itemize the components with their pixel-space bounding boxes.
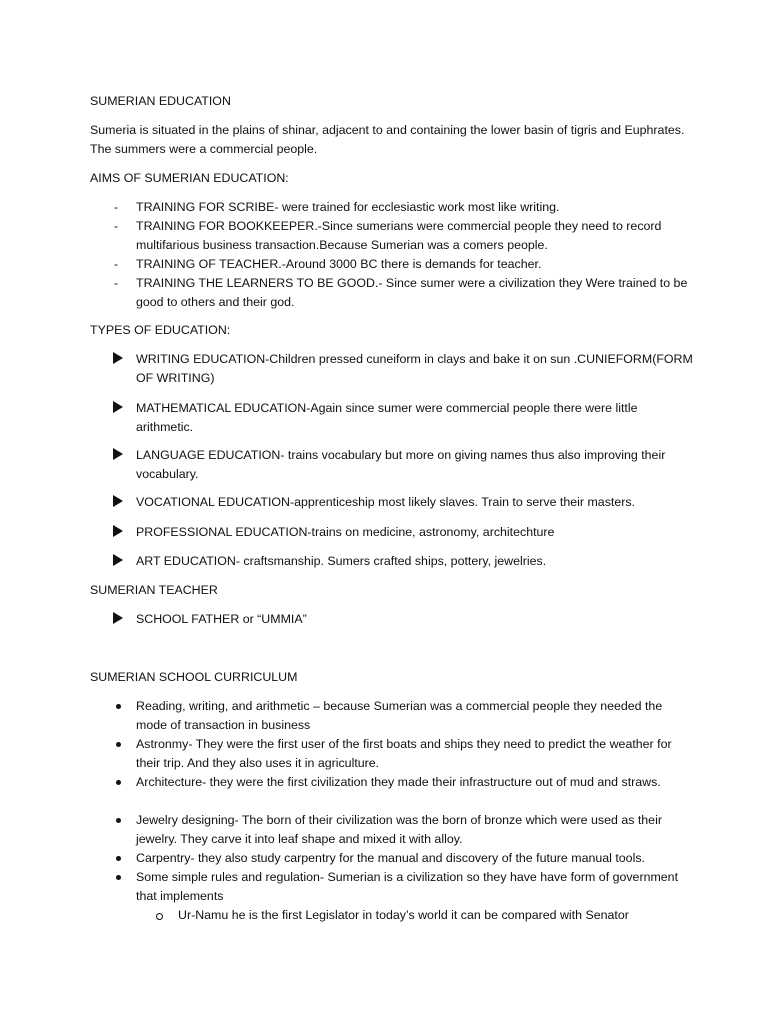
types-item: WRITING EDUCATION-Children pressed cuneiform in clays and bake it on sun .CUNIEFORM(FORM OF WRITING) (136, 352, 693, 385)
curriculum-item: Some simple rules and regulation- Sumerian is a civilization so they have have form of government that implements (136, 870, 679, 903)
arrow-bullet-icon (113, 448, 123, 460)
curriculum-item: Astronmy- They were the first user of the first boats and ships they need to predict the weather for their trip. And they also uses it in agriculture. (136, 737, 672, 770)
types-heading: TYPES OF EDUCATION: (90, 323, 231, 337)
curriculum-item: Carpentry- they also study carpentry for the manual and discovery of the future manual tools. (136, 851, 645, 865)
curriculum-heading: SUMERIAN SCHOOL CURRICULUM (90, 670, 298, 684)
types-item: VOCATIONAL EDUCATION-apprenticeship most likely slaves. Train to serve their masters. (136, 495, 635, 509)
round-bullet-icon (116, 780, 121, 785)
aims-item: TRAINING FOR BOOKKEEPER.-Since sumerians were commercial people they need to record multifarious business transaction.Because Sumerian was a comers people. (136, 219, 662, 252)
round-bullet-icon (116, 856, 121, 861)
curriculum-item: Reading, writing, and arithmetic – because Sumerian was a commercial people they needed the mode of transaction in business (136, 699, 663, 732)
dash-bullet: - (114, 219, 119, 233)
hollow-bullet-icon (156, 913, 163, 920)
types-item: MATHEMATICAL EDUCATION-Again since sumer were commercial people there were little arithmetic. (136, 401, 638, 434)
aims-item: TRAINING THE LEARNERS TO BE GOOD.- Since sumer were a civilization they Were trained to be good to others and their god. (136, 276, 688, 309)
curriculum-subitem: Ur-Namu he is the first Legislator in today’s world it can be compared with Senator (178, 908, 629, 922)
round-bullet-icon (116, 742, 121, 747)
arrow-bullet-icon (113, 352, 123, 364)
aims-item: TRAINING FOR SCRIBE- were trained for ecclesiastic work most like writing. (136, 200, 560, 214)
arrow-bullet-icon (113, 495, 123, 507)
dash-bullet: - (114, 276, 119, 290)
types-item: ART EDUCATION- craftsmanship. Sumers crafted ships, pottery, jewelries. (136, 554, 547, 568)
curriculum-item: Architecture- they were the first civilization they made their infrastructure out of mud and straws. (136, 775, 661, 789)
round-bullet-icon (116, 818, 121, 823)
teacher-item: SCHOOL FATHER or “UMMIA” (136, 612, 307, 626)
dash-bullet: - (114, 257, 119, 271)
types-item: PROFESSIONAL EDUCATION-trains on medicine, astronomy, architechture (136, 525, 555, 539)
types-item: LANGUAGE EDUCATION- trains vocabulary but more on giving names thus also improving their vocabulary. (136, 448, 666, 481)
round-bullet-icon (116, 875, 121, 880)
arrow-bullet-icon (113, 612, 123, 624)
arrow-bullet-icon (113, 554, 123, 566)
dash-bullet: - (114, 200, 119, 214)
intro-paragraph: Sumeria is situated in the plains of shinar, adjacent to and containing the lower basin of tigris and Euphrates. The summers were a commercial people. (90, 123, 685, 156)
arrow-bullet-icon (113, 401, 123, 413)
document-title: SUMERIAN EDUCATION (90, 94, 231, 108)
teacher-heading: SUMERIAN TEACHER (90, 583, 218, 597)
aims-heading: AIMS OF SUMERIAN EDUCATION: (90, 171, 289, 185)
curriculum-item: Jewelry designing- The born of their civilization was the born of bronze which were used as their jewelry. They carve it into leaf shape and mixed it with alloy. (136, 813, 662, 846)
aims-item: TRAINING OF TEACHER.-Around 3000 BC there is demands for teacher. (136, 257, 542, 271)
round-bullet-icon (116, 704, 121, 709)
arrow-bullet-icon (113, 525, 123, 537)
